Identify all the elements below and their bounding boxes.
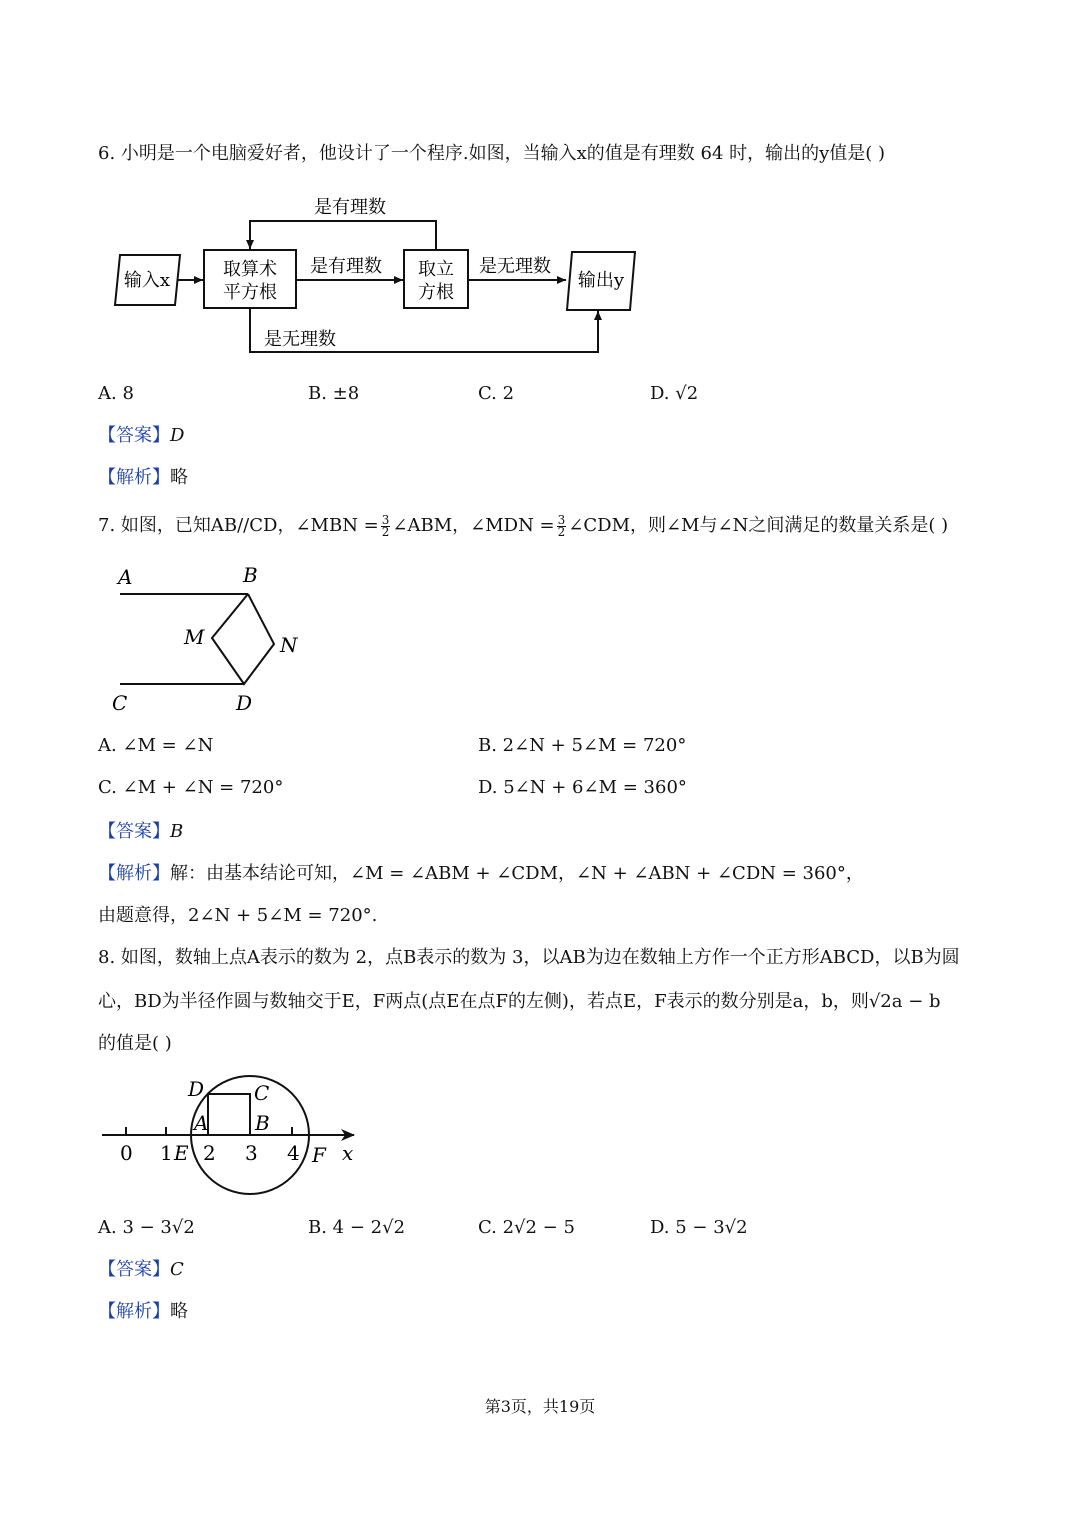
q8-analysis [98, 1300, 188, 1324]
cbrt-label-2: 方根 [418, 282, 454, 303]
frac-num: 3 [557, 512, 566, 527]
q6-analysis [98, 466, 188, 490]
q6-stem: 6. 小明是一个电脑爱好者，他设计了一个程序.如图，当输入x的值是有理数 64 时，输出的y值是( ) [98, 143, 886, 164]
right-label: 是无理数 [479, 256, 551, 277]
analysis-tag: 【解析】 [98, 467, 170, 488]
q7-frac-2 [557, 512, 567, 539]
input-label: 输入x [123, 270, 171, 291]
label-x: x [342, 1141, 354, 1165]
label-d: D [188, 1077, 205, 1101]
bottom-label: 是无理数 [264, 329, 336, 350]
label-d: D [236, 691, 253, 715]
q7-figure [100, 560, 320, 720]
q7-stem [98, 514, 948, 538]
label-m: M [184, 625, 205, 649]
q6-answer [98, 424, 184, 448]
q8-stem-3: 的值是( ) [98, 1033, 172, 1054]
q8-option-a: A. 3 − 3√2 [98, 1217, 195, 1238]
label-n: N [280, 633, 298, 657]
label-e: E [174, 1141, 189, 1165]
analysis-text: 略 [170, 467, 188, 488]
q6-option-d: D. √2 [650, 383, 699, 404]
q8-stem-1: 8. 如图，数轴上点A表示的数为 2，点B表示的数为 3，以AB为边在数轴上方作一个正方形ABCD，以B为圆 [98, 947, 960, 968]
output-label: 输出y [577, 270, 625, 291]
q7-frac-1 [381, 512, 391, 539]
q8-answer [98, 1258, 184, 1282]
q7-answer [98, 820, 183, 844]
analysis-tag: 【解析】 [98, 1301, 170, 1322]
tick-2: 2 [203, 1141, 216, 1165]
q8-figure [100, 1072, 370, 1202]
q8-stem-2: 心，BD为半径作圆与数轴交于E，F两点(点E在点F的左侧)，若点E，F表示的数分别是a，b，则√2a − b [98, 991, 941, 1012]
label-b: B [243, 563, 258, 587]
frac-num: 3 [381, 512, 390, 527]
analysis-text: 略 [170, 1301, 188, 1322]
loop-label: 是有理数 [314, 197, 386, 218]
cbrt-label-1: 取立 [418, 259, 454, 280]
q7-option-c: C. ∠M + ∠N = 720° [98, 777, 284, 798]
q7-option-a: A. ∠M = ∠N [98, 735, 214, 756]
answer-value: B [170, 821, 184, 842]
square-abcd [208, 1094, 250, 1135]
mid-label: 是有理数 [310, 256, 382, 277]
answer-tag: 【答案】 [98, 1259, 170, 1280]
q6-option-a: A. 8 [98, 383, 134, 404]
tick-3: 3 [245, 1141, 258, 1165]
page-footer: 第3页，共19页 [484, 1397, 596, 1416]
label-a: A [194, 1111, 209, 1135]
label-c: C [112, 691, 128, 715]
q7-analysis [98, 862, 864, 886]
q6-flowchart [100, 185, 660, 360]
label-f: F [312, 1143, 326, 1167]
q6-option-b: B. ±8 [308, 383, 360, 404]
q8-option-c: C. 2√2 − 5 [478, 1217, 575, 1238]
q8-option-b: B. 4 − 2√2 [308, 1217, 406, 1238]
q6-option-c: C. 2 [478, 383, 515, 404]
analysis-tag: 【解析】 [98, 863, 170, 884]
sqrt-label-1: 取算术 [223, 259, 277, 280]
answer-tag: 【答案】 [98, 425, 170, 446]
frac-den: 2 [381, 524, 390, 539]
q7-stem-post: ∠CDM，则∠M与∠N之间满足的数量关系是( ) [568, 515, 949, 536]
answer-value: C [170, 1259, 184, 1280]
tick-4: 4 [287, 1141, 300, 1165]
q7-option-b: B. 2∠N + 5∠M = 720° [478, 735, 687, 756]
tick-1: 1 [160, 1141, 173, 1165]
label-a: A [118, 565, 133, 589]
q8-option-d: D. 5 − 3√2 [650, 1217, 748, 1238]
q7-stem-mid: ∠ABM，∠MDN = [392, 515, 555, 536]
sqrt-label-2: 平方根 [223, 282, 277, 303]
q7-analysis-2: 由题意得，2∠N + 5∠M = 720°. [98, 905, 378, 926]
answer-tag: 【答案】 [98, 821, 170, 842]
q7-option-d: D. 5∠N + 6∠M = 360° [478, 777, 687, 798]
q7-stem-pre: 7. 如图，已知AB//CD，∠MBN = [98, 515, 379, 536]
label-c: C [254, 1081, 270, 1105]
answer-value: D [170, 425, 185, 446]
tick-0: 0 [120, 1141, 133, 1165]
frac-den: 2 [557, 524, 566, 539]
analysis-text-1: 解：由基本结论可知，∠M = ∠ABM + ∠CDM，∠N + ∠ABN + ∠CDN = 360°， [170, 863, 864, 884]
label-b: B [255, 1111, 270, 1135]
